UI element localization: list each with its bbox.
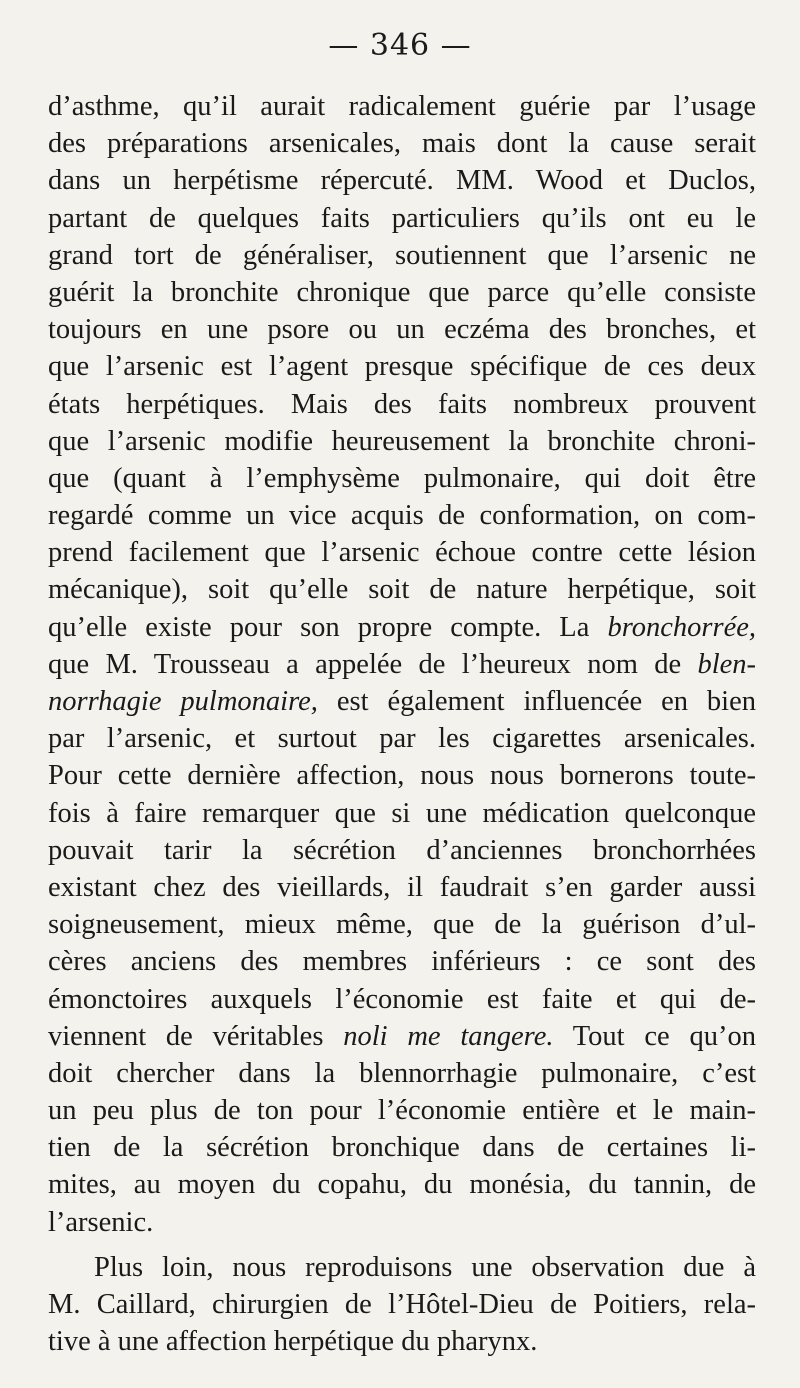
text-line: regardé comme un vice acquis de conformation, on com- [48,500,756,532]
body-text [48,88,756,1360]
text-line: Pour cette dernière affection, nous nous bornerons toute- [48,760,756,792]
text-line: que M. Trousseau a appelée de l’heureux nom de blen- [48,648,756,680]
text-line: partant de quelques faits particuliers qu’ils ont eu le [48,202,756,234]
text-line: grand tort de généraliser, soutiennent que l’arsenic ne [48,239,756,271]
italic-term: bronchorrée, [607,611,756,643]
text-line: pouvait tarir la sécrétion d’anciennes bronchorrhées [48,834,756,866]
text-line: états herpétiques. Mais des faits nombreux prouvent [48,388,756,420]
text-line: existant chez des vieillards, il faudrait s’en garder aussi [48,871,756,903]
paragraph [48,1249,756,1361]
text-line: doit chercher dans la blennorrhagie pulmonaire, c’est [48,1057,756,1089]
italic-term: blen- [697,648,756,680]
text-line: que (quant à l’emphysème pulmonaire, qui doit être [48,462,756,494]
text-line: dans un herpétisme répercuté. MM. Wood et Duclos, [48,165,756,197]
text-line: émonctoires auxquels l’économie est faite et qui de- [48,983,756,1015]
text-line: soigneusement, mieux même, que de la guérison d’ul- [48,909,756,941]
page-number: — 346 — [328,28,472,63]
text-line: qu’elle existe pour son propre compte. La bronchorrée, [48,611,756,643]
text-line: l’arsenic. [48,1206,154,1238]
text-line: par l’arsenic, et surtout par les cigarettes arsenicales. [48,723,756,755]
text-line: guérit la bronchite chronique que parce qu’elle consiste [48,276,756,308]
text-line: norrhagie pulmonaire, est également influencée en bien [48,686,756,717]
text-line: Plus loin, nous reproduisons une observation due à [94,1251,756,1283]
text-line: des préparations arsenicales, mais dont la cause serait [48,128,756,160]
text-line: que l’arsenic modifie heureusement la bronchite chroni- [48,425,756,457]
text-line: viennent de véritables noli me tangere. Tout ce qu’on [48,1020,756,1052]
text-line: fois à faire remarquer que si une médication quelconque [48,797,756,829]
text-line: un peu plus de ton pour l’économie entière et le main- [48,1095,756,1127]
text-line: tien de la sécrétion bronchique dans de certaines li- [48,1132,756,1164]
text-line: cères anciens des membres inférieurs : ce sont des [48,946,756,978]
italic-term: norrhagie pulmonaire, [48,686,318,717]
paragraph-gap [48,1241,756,1249]
italic-term: noli me tangere. [343,1020,554,1052]
text-line: prend facilement que l’arsenic échoue contre cette lésion [48,537,756,569]
text-line: toujours en une psore ou un eczéma des bronches, et [48,314,756,346]
text-line: d’asthme, qu’il aurait radicalement guérie par l’usage [48,91,756,122]
paragraph [48,88,756,1241]
text-line: que l’arsenic est l’agent presque spécifique de ces deux [48,351,756,383]
text-line: mécanique), soit qu’elle soit de nature herpétique, soit [48,574,756,606]
text-line: tive à une affection herpétique du pharynx. [48,1326,538,1358]
text-line: M. Caillard, chirurgien de l’Hôtel-Dieu de Poitiers, rela- [48,1289,756,1320]
text-line: mites, au moyen du copahu, du monésia, du tannin, de [48,1169,756,1201]
